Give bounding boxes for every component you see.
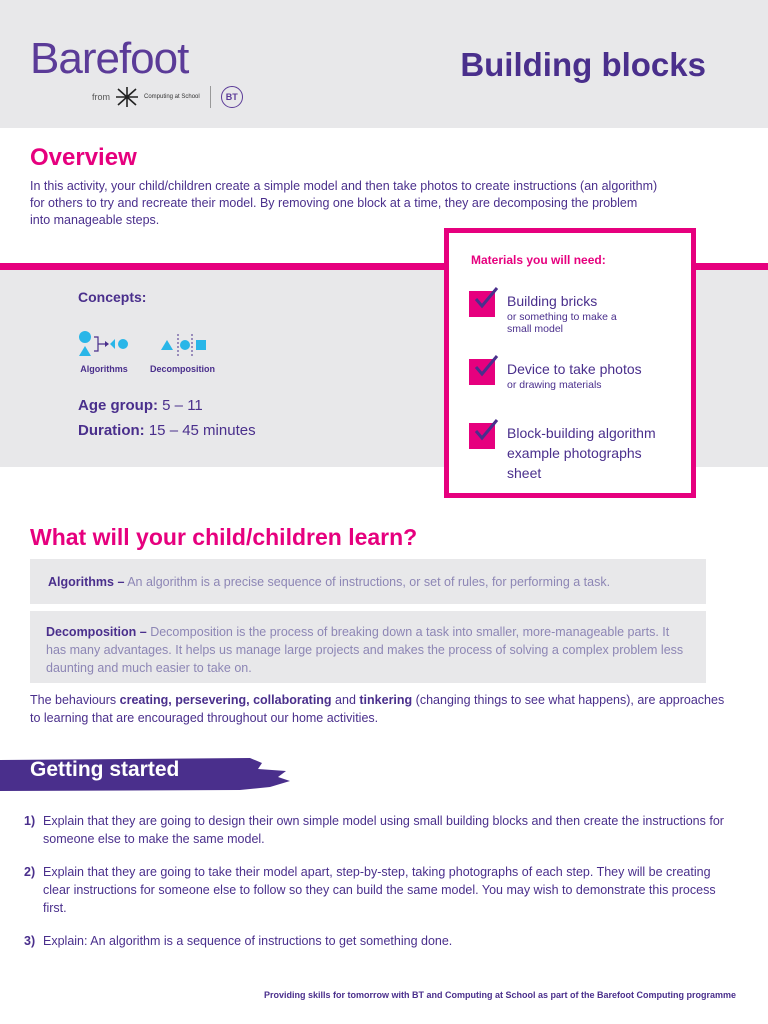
algorithms-icon xyxy=(76,330,132,358)
behaviours-text xyxy=(30,691,730,727)
step-text: Explain that they are going to take their model apart, step-by-step, taking photographs of each step. They will be creating clear instructions for someone else to follow so they can build the same model. You may wish to demonstrate this process first. xyxy=(43,865,716,915)
step-item xyxy=(24,863,724,917)
header xyxy=(0,0,768,128)
step-item xyxy=(24,932,724,950)
materials-heading: Materials you will need: xyxy=(471,253,606,267)
concept-algorithms xyxy=(76,330,132,374)
cas-label: Computing at School xyxy=(144,94,200,100)
behaviour-tinkering: tinkering xyxy=(359,693,413,707)
age-group xyxy=(78,397,203,414)
behaviours-and: and xyxy=(335,693,356,707)
behaviour-collaborating: collaborating xyxy=(253,693,332,707)
age-label: Age group: xyxy=(78,397,158,414)
materials-box xyxy=(444,228,696,498)
material-name: Block-building algorithm example photographs sheet xyxy=(507,425,656,481)
material-note: or drawing materials xyxy=(507,379,602,391)
behaviours-pre: The behaviours xyxy=(30,693,117,707)
material-name: Device to take photos xyxy=(507,361,642,377)
step-text: Explain that they are going to design their own simple model using small building blocks and then create the instructions for someone else to make the same model. xyxy=(43,814,724,846)
concept-label-algorithms: Algorithms xyxy=(80,364,128,374)
material-name: Building bricks xyxy=(507,293,598,309)
algorithms-term: Algorithms – xyxy=(48,575,125,589)
concept-label-decomposition: Decomposition xyxy=(150,364,216,374)
material-item xyxy=(469,423,657,483)
decomposition-definition xyxy=(30,611,706,683)
logo-from-text: from xyxy=(92,92,110,102)
page-title: Building blocks xyxy=(460,46,706,83)
decomposition-text: Decomposition is the process of breaking down a task into smaller, more-manageable parts. It has many advantages. It helps us manage large projects and makes the process of solving a complex problem less daunting and much easier to take on. xyxy=(46,625,684,675)
logo-divider xyxy=(210,86,211,108)
decomposition-term: Decomposition – xyxy=(46,625,147,639)
getting-started-heading: Getting started xyxy=(30,758,180,781)
learn-heading: What will your child/children learn? xyxy=(30,524,418,550)
duration-value: 15 – 45 minutes xyxy=(148,422,256,439)
concept-decomposition xyxy=(150,330,215,374)
duration-label: Duration: xyxy=(78,422,145,439)
behaviour-creating: creating, xyxy=(119,693,172,707)
checkbox-checked-icon xyxy=(469,291,495,317)
material-note: or something to make a small model xyxy=(507,311,617,335)
footer-text: Providing skills for tomorrow with BT and Computing at School as part of the Barefoot Computing programme xyxy=(263,990,736,1000)
barefoot-logo: Barefoot xyxy=(30,34,189,83)
algorithms-definition xyxy=(30,559,706,604)
step-text: Explain: An algorithm is a sequence of instructions to get something done. xyxy=(43,934,453,948)
step-number: 3) xyxy=(24,934,36,948)
checkbox-checked-icon xyxy=(469,359,495,385)
material-item xyxy=(469,359,642,391)
behaviours-post: (changing things to see what happens), are approaches to learning that are encouraged throughout our home activities. xyxy=(30,693,725,725)
checkbox-checked-icon xyxy=(469,423,495,449)
overview-heading: Overview xyxy=(30,144,137,171)
age-value: 5 – 11 xyxy=(162,397,203,414)
decomposition-icon xyxy=(153,330,213,358)
material-item xyxy=(469,291,627,335)
step-number: 1) xyxy=(24,814,36,828)
behaviour-persevering: persevering, xyxy=(175,693,250,707)
bt-logo: BT xyxy=(221,86,243,108)
concepts-heading: Concepts: xyxy=(78,289,147,305)
duration xyxy=(78,422,256,439)
computing-at-school-logo-icon xyxy=(116,87,138,107)
logo-partners xyxy=(92,86,243,108)
overview-text: In this activity, your child/children create a simple model and then take photos to create instructions (an algorithm) for others to try and recreate their model. By removing one block at a time, they are decomposing the problem into manageable steps. xyxy=(30,179,658,227)
algorithms-text: An algorithm is a precise sequence of instructions, or set of rules, for performing a task. xyxy=(127,575,611,589)
step-item xyxy=(24,812,724,848)
step-number: 2) xyxy=(24,865,36,879)
